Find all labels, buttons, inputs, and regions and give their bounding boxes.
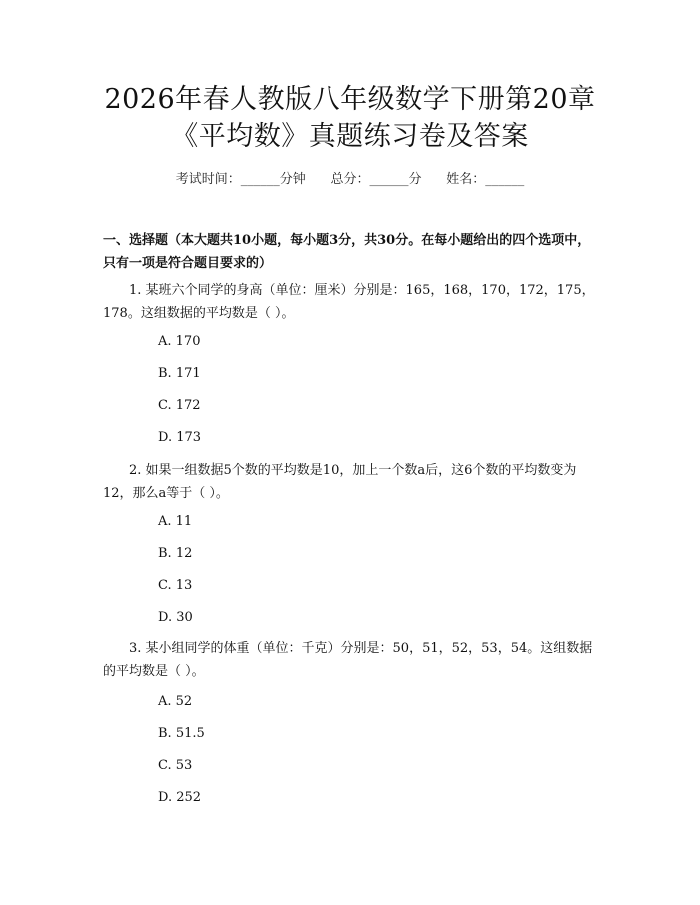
question-1-option-b: B. 171: [158, 366, 201, 381]
section-heading: 一、选择题（本大题共10小题，每小题3分，共30分。在每小题给出的四个选项中，只有一项是符合题目要求的）: [103, 233, 591, 271]
question-3-option-d: D. 252: [158, 790, 202, 805]
question-2-option-c: C. 13: [158, 578, 193, 593]
question-2-option-a: A. 11: [158, 514, 193, 529]
page-title-line2: 《平均数》真题练习卷及答案: [171, 121, 529, 152]
question-2-option-b: B. 12: [158, 546, 193, 561]
question-2-option-d: D. 30: [158, 610, 193, 625]
question-3-option-a: A. 52: [158, 694, 193, 709]
question-3-stem: 3. 某小组同学的体重（单位：千克）分别是：50，51，52，53，54。这组数据的平均数是（ ）。: [103, 641, 593, 679]
question-3-option-c: C. 53: [158, 758, 193, 773]
page-title-line1: 2026年春人教版八年级数学下册第20章: [104, 84, 596, 115]
question-1-option-a: A. 170: [158, 334, 201, 349]
question-1-option-d: D. 173: [158, 430, 202, 445]
question-2-stem: 2. 如果一组数据5个数的平均数是10，加上一个数a后，这6个数的平均数变为12，那么a等于（ ）。: [103, 463, 577, 501]
exam-info-line: 考试时间：______分钟 总分：______分 姓名：______: [175, 172, 525, 187]
question-1-stem: 1. 某班六个同学的身高（单位：厘米）分别是：165，168，170，172，175，178。这组数据的平均数是（ ）。: [103, 283, 595, 321]
question-1-option-c: C. 172: [158, 398, 201, 413]
question-3-option-b: B. 51.5: [158, 726, 205, 741]
